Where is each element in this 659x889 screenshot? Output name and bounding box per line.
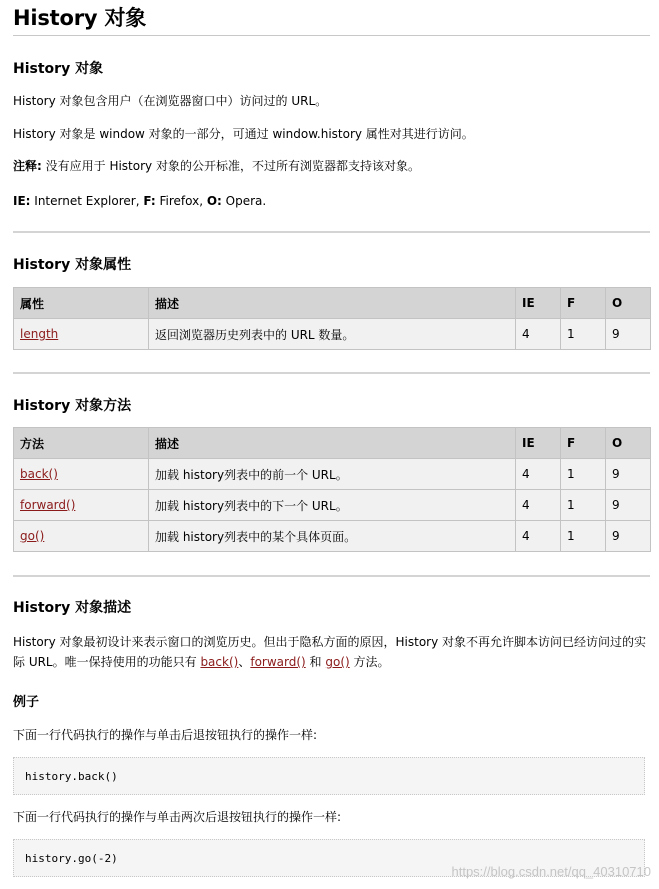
go-method-link[interactable]: go() [20,529,45,543]
watermark: https://blog.csdn.net/qq_40310710 [451,864,651,879]
table-cell: 9 [606,319,651,350]
column-header: O [606,428,651,459]
methods-heading: History 对象方法 [13,398,132,414]
f-text: Firefox, [155,194,207,208]
code-block-1: history.back() [13,757,645,795]
table-cell: 返回浏览器历史列表中的 URL 数量。 [149,319,516,350]
table-cell: 4 [516,490,561,521]
table-header-row [14,288,651,319]
table-row [14,521,651,552]
code-block-2: history.go(-2) [13,839,645,877]
column-header: 描述 [149,288,516,319]
section-divider [13,575,650,577]
column-header: 属性 [14,288,149,319]
column-header: 描述 [149,428,516,459]
table-cell: 加载 history列表中的下一个 URL。 [149,490,516,521]
f-label: F: [143,194,156,208]
section-divider [13,231,650,233]
intro-paragraph-2: History 对象是 window 对象的一部分，可通过 window.history 属性对其进行访问。 [13,127,474,141]
ie-text: Internet Explorer, [30,194,144,208]
description-paragraph [13,632,647,672]
browser-legend [13,191,647,211]
table-cell: 4 [516,521,561,552]
column-header: IE [516,288,561,319]
length-link[interactable]: length [20,327,59,341]
table-header-row [14,428,651,459]
column-header: F [561,288,606,319]
table-cell: 9 [606,521,651,552]
description-heading: History 对象描述 [13,600,132,616]
properties-table [13,287,651,350]
table-row [14,490,651,521]
back-method-link[interactable]: back() [20,467,58,481]
table-row [14,459,651,490]
page-title: History 对象 [13,6,147,30]
column-header: 方法 [14,428,149,459]
description-text-end: 方法。 [349,655,390,669]
forward-inline-link[interactable]: forward() [250,655,306,669]
table-cell: 加载 history列表中的前一个 URL。 [149,459,516,490]
table-cell: 9 [606,459,651,490]
o-text: Opera. [221,194,267,208]
note-label: 注释: [13,159,42,173]
table-cell: 4 [516,459,561,490]
example-2-text: 下面一行代码执行的操作与单击两次后退按钮执行的操作一样: [13,810,342,824]
table-cell: 加载 history列表中的某个具体页面。 [149,521,516,552]
description-text: History 对象最初设计来表示窗口的浏览历史。但出于隐私方面的原因，History 对象不再允许脚本访问已经访问过的实际 URL。唯一保持使用的功能只有 [13,635,647,669]
separator: 、 [238,655,251,669]
table-cell: 4 [516,319,561,350]
column-header: O [606,288,651,319]
methods-table [13,427,651,552]
properties-heading: History 对象属性 [13,257,132,273]
intro-heading: History 对象 [13,61,104,77]
note-text: 没有应用于 History 对象的公开标准，不过所有浏览器都支持该对象。 [41,159,420,173]
table-cell: 9 [606,490,651,521]
forward-method-link[interactable]: forward() [20,498,76,512]
go-inline-link[interactable]: go() [325,655,350,669]
section-divider [13,372,650,374]
intro-paragraph-1: History 对象包含用户（在浏览器窗口中）访问过的 URL。 [13,94,328,108]
o-label: O: [206,194,222,208]
title-divider [13,35,650,36]
table-row [14,319,651,350]
example-heading: 例子 [13,695,40,710]
separator: 和 [305,655,326,669]
back-inline-link[interactable]: back() [200,655,239,669]
example-1-text: 下面一行代码执行的操作与单击后退按钮执行的操作一样: [13,728,318,742]
intro-note [13,156,647,176]
table-cell: 1 [561,459,606,490]
table-cell: 1 [561,319,606,350]
ie-label: IE: [13,194,31,208]
column-header: IE [516,428,561,459]
table-cell: 1 [561,490,606,521]
table-cell: 1 [561,521,606,552]
column-header: F [561,428,606,459]
